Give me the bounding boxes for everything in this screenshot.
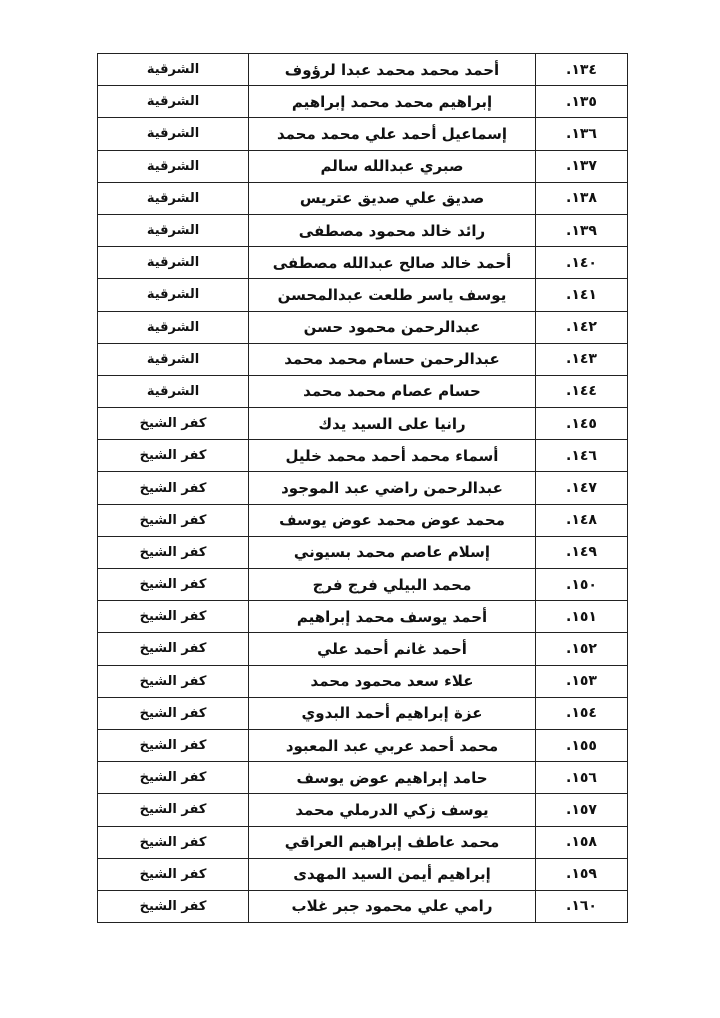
person-name-cell: رامي علي محمود جبر غلاب [249, 890, 536, 922]
table-row [98, 408, 628, 440]
row-number-cell: ١٥٢. [536, 633, 628, 665]
table-row [98, 311, 628, 343]
governorate-cell: كفر الشيخ [98, 826, 249, 858]
row-number-cell: ١٥٣. [536, 665, 628, 697]
table-body [98, 54, 628, 923]
row-number-cell: ١٤٠. [536, 247, 628, 279]
row-number-cell: ١٦٠. [536, 890, 628, 922]
governorate-cell: كفر الشيخ [98, 440, 249, 472]
row-number-cell: ١٥٩. [536, 858, 628, 890]
names-table [97, 53, 628, 923]
person-name-cell: محمد عوض محمد عوض يوسف [249, 504, 536, 536]
row-number-cell: ١٣٦. [536, 118, 628, 150]
person-name-cell: حامد إبراهيم عوض يوسف [249, 762, 536, 794]
person-name-cell: صبري عبدالله سالم [249, 150, 536, 182]
row-number-cell: ١٥١. [536, 601, 628, 633]
table-row [98, 343, 628, 375]
person-name-cell: أسماء محمد أحمد محمد خليل [249, 440, 536, 472]
person-name-cell: يوسف زكي الدرملي محمد [249, 794, 536, 826]
table-row [98, 665, 628, 697]
row-number-cell: ١٥٥. [536, 729, 628, 761]
table-row [98, 150, 628, 182]
table-row [98, 504, 628, 536]
person-name-cell: صديق علي صديق عتريس [249, 182, 536, 214]
table-row [98, 118, 628, 150]
person-name-cell: إسماعيل أحمد علي محمد محمد [249, 118, 536, 150]
governorate-cell: الشرقية [98, 279, 249, 311]
row-number-cell: ١٥٨. [536, 826, 628, 858]
governorate-cell: الشرقية [98, 311, 249, 343]
governorate-cell: كفر الشيخ [98, 890, 249, 922]
governorate-cell: الشرقية [98, 247, 249, 279]
person-name-cell: عزة إبراهيم أحمد البدوي [249, 697, 536, 729]
governorate-cell: كفر الشيخ [98, 408, 249, 440]
row-number-cell: ١٤٥. [536, 408, 628, 440]
table-row [98, 569, 628, 601]
person-name-cell: أحمد خالد صالح عبدالله مصطفى [249, 247, 536, 279]
row-number-cell: ١٥٤. [536, 697, 628, 729]
person-name-cell: إبراهيم محمد محمد إبراهيم [249, 86, 536, 118]
person-name-cell: إبراهيم أيمن السيد المهدى [249, 858, 536, 890]
table-row [98, 440, 628, 472]
row-number-cell: ١٥٠. [536, 569, 628, 601]
governorate-cell: كفر الشيخ [98, 665, 249, 697]
person-name-cell: محمد عاطف إبراهيم العراقي [249, 826, 536, 858]
table-row [98, 472, 628, 504]
governorate-cell: كفر الشيخ [98, 858, 249, 890]
governorate-cell: الشرقية [98, 150, 249, 182]
person-name-cell: رانيا على السيد يدك [249, 408, 536, 440]
governorate-cell: كفر الشيخ [98, 536, 249, 568]
person-name-cell: يوسف ياسر طلعت عبدالمحسن [249, 279, 536, 311]
person-name-cell: محمد البيلي فرج فرج [249, 569, 536, 601]
governorate-cell: كفر الشيخ [98, 794, 249, 826]
governorate-cell: الشرقية [98, 214, 249, 246]
table-row [98, 762, 628, 794]
row-number-cell: ١٤٩. [536, 536, 628, 568]
row-number-cell: ١٤١. [536, 279, 628, 311]
row-number-cell: ١٥٦. [536, 762, 628, 794]
governorate-cell: كفر الشيخ [98, 472, 249, 504]
row-number-cell: ١٤٤. [536, 375, 628, 407]
governorate-cell: الشرقية [98, 118, 249, 150]
row-number-cell: ١٤٧. [536, 472, 628, 504]
governorate-cell: الشرقية [98, 54, 249, 86]
table-row [98, 794, 628, 826]
person-name-cell: أحمد محمد محمد عبدا لرؤوف [249, 54, 536, 86]
governorate-cell: كفر الشيخ [98, 762, 249, 794]
person-name-cell: عبدالرحمن حسام محمد محمد [249, 343, 536, 375]
person-name-cell: محمد أحمد عربي عبد المعبود [249, 729, 536, 761]
person-name-cell: عبدالرحمن محمود حسن [249, 311, 536, 343]
governorate-cell: كفر الشيخ [98, 504, 249, 536]
table-row [98, 890, 628, 922]
table-row [98, 375, 628, 407]
table-row [98, 247, 628, 279]
governorate-cell: الشرقية [98, 343, 249, 375]
names-table-container [97, 53, 624, 923]
governorate-cell: كفر الشيخ [98, 601, 249, 633]
person-name-cell: أحمد غانم أحمد علي [249, 633, 536, 665]
governorate-cell: كفر الشيخ [98, 569, 249, 601]
governorate-cell: كفر الشيخ [98, 729, 249, 761]
table-row [98, 86, 628, 118]
governorate-cell: الشرقية [98, 182, 249, 214]
row-number-cell: ١٥٧. [536, 794, 628, 826]
table-row [98, 729, 628, 761]
row-number-cell: ١٣٨. [536, 182, 628, 214]
row-number-cell: ١٤٣. [536, 343, 628, 375]
person-name-cell: علاء سعد محمود محمد [249, 665, 536, 697]
person-name-cell: إسلام عاصم محمد بسيوني [249, 536, 536, 568]
table-row [98, 214, 628, 246]
table-row [98, 54, 628, 86]
person-name-cell: حسام عصام محمد محمد [249, 375, 536, 407]
row-number-cell: ١٤٢. [536, 311, 628, 343]
person-name-cell: رائد خالد محمود مصطفى [249, 214, 536, 246]
row-number-cell: ١٣٥. [536, 86, 628, 118]
table-row [98, 826, 628, 858]
table-row [98, 182, 628, 214]
table-row [98, 858, 628, 890]
row-number-cell: ١٤٨. [536, 504, 628, 536]
table-row [98, 536, 628, 568]
governorate-cell: كفر الشيخ [98, 697, 249, 729]
row-number-cell: ١٤٦. [536, 440, 628, 472]
row-number-cell: ١٣٧. [536, 150, 628, 182]
table-row [98, 633, 628, 665]
governorate-cell: كفر الشيخ [98, 633, 249, 665]
person-name-cell: أحمد يوسف محمد إبراهيم [249, 601, 536, 633]
table-row [98, 279, 628, 311]
table-row [98, 697, 628, 729]
row-number-cell: ١٣٩. [536, 214, 628, 246]
person-name-cell: عبدالرحمن راضي عبد الموجود [249, 472, 536, 504]
governorate-cell: الشرقية [98, 375, 249, 407]
governorate-cell: الشرقية [98, 86, 249, 118]
table-row [98, 601, 628, 633]
row-number-cell: ١٣٤. [536, 54, 628, 86]
